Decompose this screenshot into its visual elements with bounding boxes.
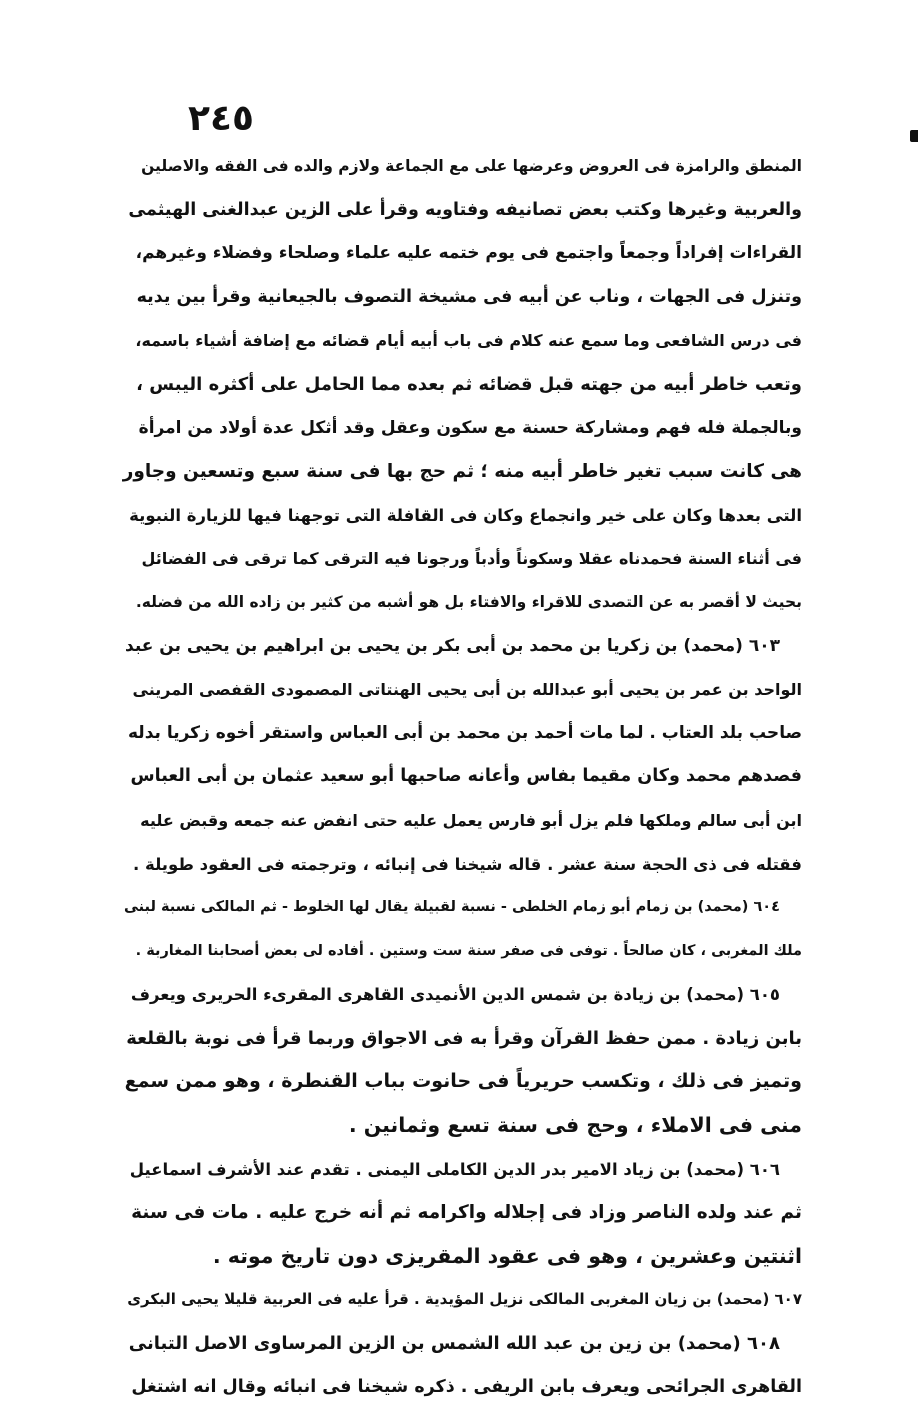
text-line: ٦٠٧ (محمد) بن زيان المغربى المالكى نزيل المؤيدية . قرأ عليه فى العربية قليلا يحيى البكرى: [127, 1290, 802, 1309]
page-text: [122, 145, 802, 1409]
text-line: ابن أبى سالم وملكها فلم يزل أبو فارس يعمل عليه حتى انفض عنه جمعه وقبض عليه: [140, 810, 802, 830]
text-line: فقتله فى ذى الحجة سنة عشر . قاله شيخنا فى إنبائه ، وترجمته فى العقود طويلة .: [133, 854, 802, 874]
text-line: ٦٠٨ (محمد) بن زين بن عبد الله الشمس بن الزين المرساوى الاصل التبانى: [128, 1333, 780, 1355]
text-line: هى كانت سبب تغير خاطر أبيه منه ؛ ثم حج بها فى سنة سبع وتسعين وجاور: [122, 461, 802, 483]
text-line: فى أثناء السنة فحمدناه عقلا وسكوناً وأدباً ورجونا فيه الترقى كما ترقى فى الفضائل: [141, 549, 802, 569]
text-line: التى بعدها وكان على خير وانجماع وكان فى القافلة التى توجهنا فيها للزيارة النبوية: [129, 505, 802, 525]
text-line: ٦٠٥ (محمد) بن زيادة بن شمس الدين الأنميدى القاهرى المقرىء الحريرى ويعرف: [130, 985, 780, 1005]
text-line: وتعب خاطر أبيه من جهته قبل قضائه ثم بعده مما الحامل على أكثره اليبس ،: [136, 373, 802, 395]
text-line: والعربية وغيرها وكتب بعض تصانيفه وفتاويه وقرأ على الزين عبدالغنى الهيثمى: [128, 199, 802, 220]
text-line: ملك المغربى ، كان صالحاً . توفى فى صفر سنة ست وستين . أفاده لى بعض أصحابنا المغاربة .: [135, 942, 802, 959]
text-line: الواحد بن عمر بن يحيى أبو عبدالله بن أبى يحيى الهنتاتى المصمودى القفصى المرينى: [132, 680, 802, 700]
text-line: فصدهم محمد وكان مقيما بفاس وأعانه صاحبها أبو سعيد عثمان بن أبى العباس: [130, 766, 802, 787]
text-line: ثم عند ولده الناصر وزاد فى إجلاله واكرامه ثم أنه خرج عليه . مات فى سنة: [131, 1202, 802, 1224]
text-line: وتميز فى ذلك ، وتكسب حريرياً فى حانوت بباب القنطرة ، وهو ممن سمع: [124, 1070, 802, 1093]
text-line: ٦٠٤ (محمد) بن زمام أبو زمام الخلطى - نسبة لقبيلة يقال لها الخلوط - ثم المالكى نسبة لبنى: [123, 899, 780, 916]
page-number: ٢٤٥: [188, 98, 254, 139]
text-line: بحيث لا أقصر به عن التصدى للاقراء والافتاء بل هو أشبه من كثير بن زاده الله من فضله.: [135, 592, 802, 611]
text-line: منى فى الاملاء ، وحج فى سنة تسع وثمانين .: [348, 1113, 802, 1138]
page-edge-mark: [910, 130, 918, 142]
text-line: ٦٠٣ (محمد) بن زكريا بن محمد بن أبى بكر بن يحيى بن ابراهيم بن يحيى بن عبد: [125, 635, 780, 656]
text-line: بابن زيادة . ممن حفظ القرآن وقرأ به فى الاجواق وربما قرأ فى نوبة بالقلعة: [126, 1027, 802, 1049]
text-line: صاحب بلد العتاب . لما مات أحمد بن محمد بن أبى العباس واستقر أخوه زكريا بدله: [128, 722, 802, 743]
text-line: ٦٠٦ (محمد) بن زياد الامير بدر الدين الكاملى اليمنى . تقدم عند الأشرف اسماعيل: [129, 1159, 780, 1179]
text-line: القاهرى الجرائحى ويعرف بابن الريفى . ذكره شيخنا فى انبائه وقال انه اشتغل: [131, 1376, 802, 1397]
text-line: اثنتين وعشرين ، وهو فى عقود المقريزى دون تاريخ موته .: [212, 1243, 802, 1268]
text-line: القراءات إفراداً وجمعاً واجتمع فى يوم ختمه عليه علماء وصلحاء وفضلاء وغيرهم،: [135, 243, 802, 264]
text-line: المنطق والرامزة فى العروض وعرضها على مع الجماعة ولازم والده فى الفقه والاصلين: [141, 157, 802, 175]
text-line: وتنزل فى الجهات ، وناب عن أبيه فى مشيخة التصوف بالجيعانية وقرأ بين يديه: [136, 286, 802, 307]
text-line: وبالجملة فله فهم ومشاركة حسنة مع سكون وعقل وقد أثكل عدة أولاد من امرأة: [138, 417, 802, 438]
text-line: فى درس الشافعى وما سمع عنه كلام فى باب أبيه أيام قضائه مع إضافة أشياء باسمه،: [135, 331, 802, 351]
